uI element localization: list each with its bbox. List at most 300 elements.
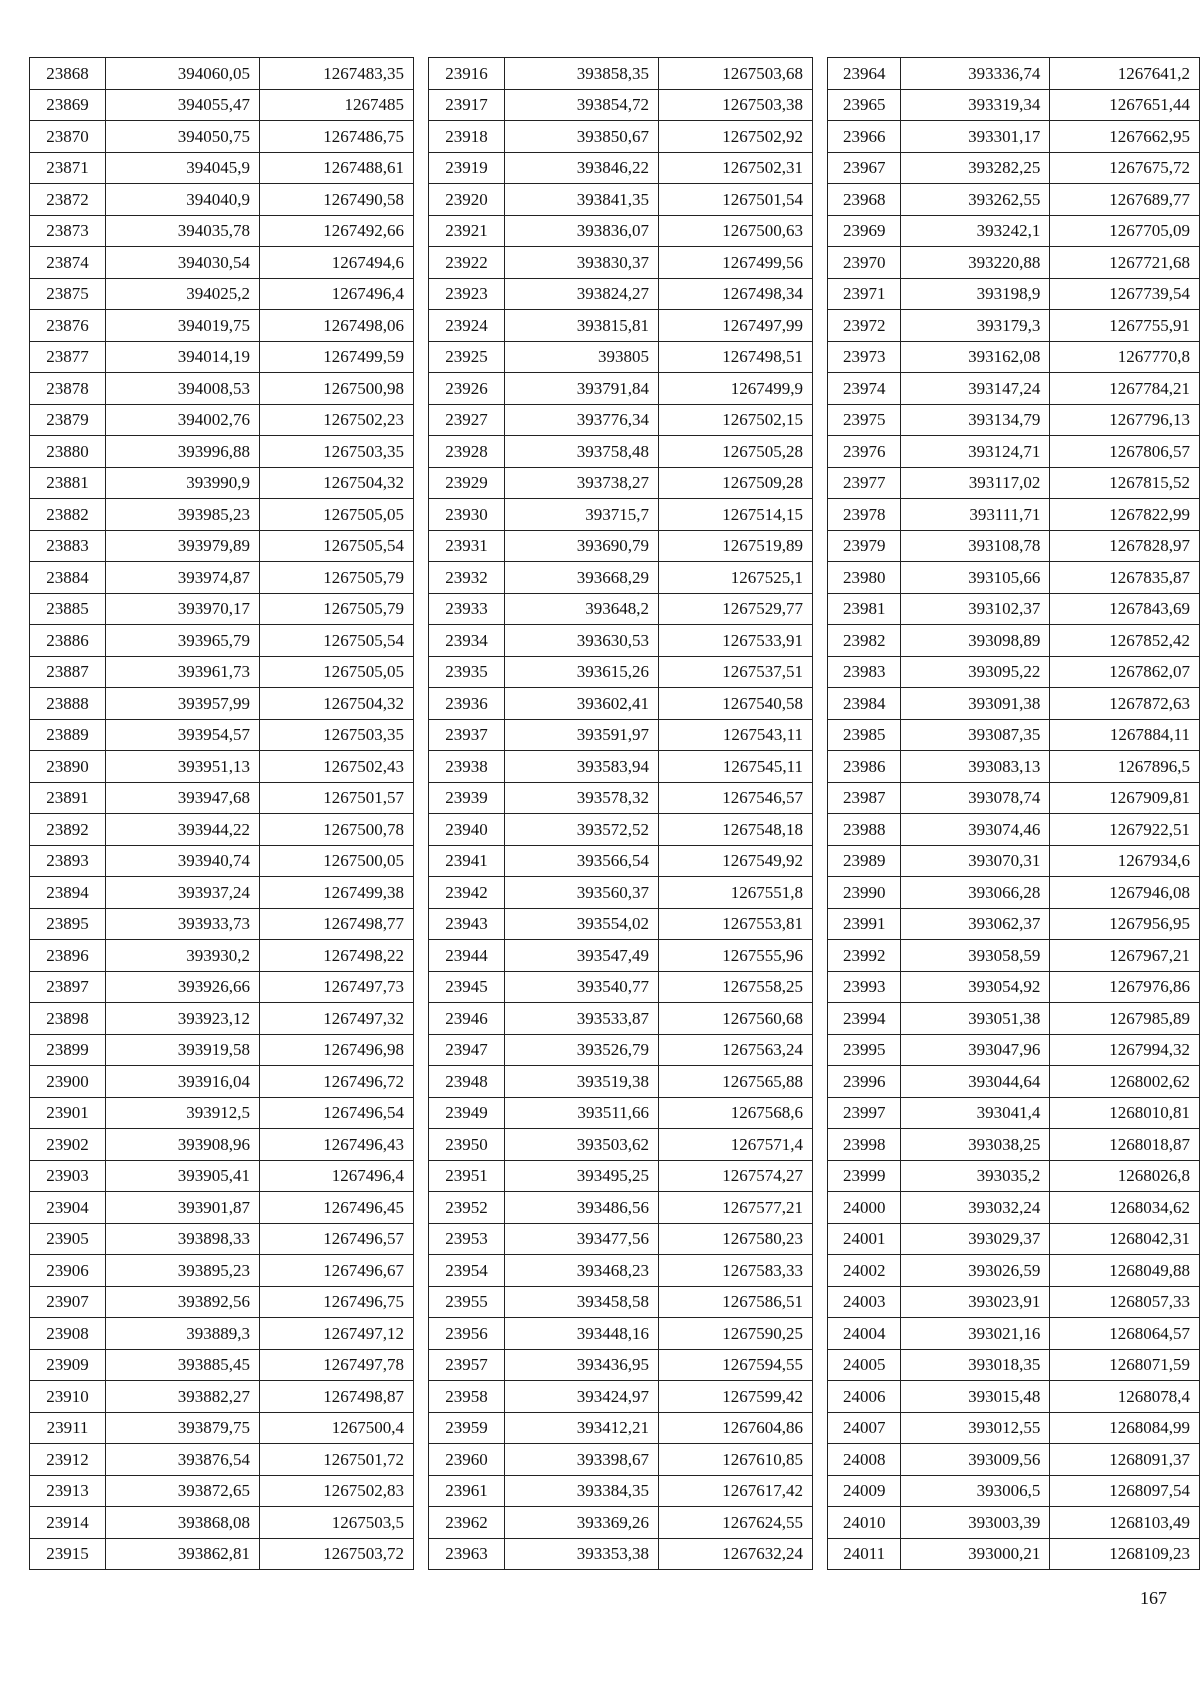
table-row <box>828 1192 1200 1224</box>
y-coordinate-cell: 1267504,32 <box>260 688 414 720</box>
point-id-cell: 23871 <box>30 152 106 184</box>
x-coordinate-cell: 393353,38 <box>505 1538 659 1570</box>
table-row <box>828 215 1200 247</box>
x-coordinate-cell: 393858,35 <box>505 58 659 90</box>
point-id-cell: 23949 <box>429 1097 505 1129</box>
table-row <box>30 499 414 531</box>
y-coordinate-cell: 1268034,62 <box>1050 1192 1200 1224</box>
point-id-cell: 23992 <box>828 940 901 972</box>
point-id-cell: 23962 <box>429 1507 505 1539</box>
table-row <box>30 562 414 594</box>
x-coordinate-cell: 393715,7 <box>505 499 659 531</box>
x-coordinate-cell: 393051,38 <box>901 1003 1050 1035</box>
table-row <box>828 877 1200 909</box>
point-id-cell: 23932 <box>429 562 505 594</box>
point-id-cell: 23995 <box>828 1034 901 1066</box>
table-row <box>30 89 414 121</box>
point-id-cell: 23954 <box>429 1255 505 1287</box>
y-coordinate-cell: 1268091,37 <box>1050 1444 1200 1476</box>
point-id-cell: 23969 <box>828 215 901 247</box>
table-row <box>429 593 813 625</box>
point-id-cell: 23956 <box>429 1318 505 1350</box>
y-coordinate-cell: 1267796,13 <box>1050 404 1200 436</box>
y-coordinate-cell: 1267498,34 <box>659 278 813 310</box>
table-row <box>828 1507 1200 1539</box>
point-id-cell: 23874 <box>30 247 106 279</box>
y-coordinate-cell: 1268026,8 <box>1050 1160 1200 1192</box>
y-coordinate-cell: 1267896,5 <box>1050 751 1200 783</box>
table-row <box>429 1223 813 1255</box>
point-id-cell: 23910 <box>30 1381 106 1413</box>
table-row <box>429 908 813 940</box>
point-id-cell: 24004 <box>828 1318 901 1350</box>
point-id-cell: 23952 <box>429 1192 505 1224</box>
table-row <box>30 782 414 814</box>
x-coordinate-cell: 393951,13 <box>106 751 260 783</box>
y-coordinate-cell: 1267499,9 <box>659 373 813 405</box>
x-coordinate-cell: 393384,35 <box>505 1475 659 1507</box>
point-id-cell: 23921 <box>429 215 505 247</box>
coordinate-table-2 <box>428 57 813 1570</box>
y-coordinate-cell: 1267624,55 <box>659 1507 813 1539</box>
point-id-cell: 23901 <box>30 1097 106 1129</box>
point-id-cell: 23870 <box>30 121 106 153</box>
y-coordinate-cell: 1267835,87 <box>1050 562 1200 594</box>
table-row <box>30 1066 414 1098</box>
table-row <box>828 499 1200 531</box>
x-coordinate-cell: 394008,53 <box>106 373 260 405</box>
x-coordinate-cell: 393566,54 <box>505 845 659 877</box>
point-id-cell: 23915 <box>30 1538 106 1570</box>
x-coordinate-cell: 393511,66 <box>505 1097 659 1129</box>
y-coordinate-cell: 1268002,62 <box>1050 1066 1200 1098</box>
point-id-cell: 23957 <box>429 1349 505 1381</box>
point-id-cell: 23929 <box>429 467 505 499</box>
y-coordinate-cell: 1267563,24 <box>659 1034 813 1066</box>
point-id-cell: 24007 <box>828 1412 901 1444</box>
table-row <box>30 1444 414 1476</box>
point-id-cell: 23970 <box>828 247 901 279</box>
point-id-cell: 23979 <box>828 530 901 562</box>
y-coordinate-cell: 1267583,33 <box>659 1255 813 1287</box>
point-id-cell: 23987 <box>828 782 901 814</box>
point-id-cell: 23890 <box>30 751 106 783</box>
table-row <box>30 1538 414 1570</box>
x-coordinate-cell: 393041,4 <box>901 1097 1050 1129</box>
x-coordinate-cell: 393815,81 <box>505 310 659 342</box>
x-coordinate-cell: 393824,27 <box>505 278 659 310</box>
table-row <box>429 121 813 153</box>
x-coordinate-cell: 393841,35 <box>505 184 659 216</box>
point-id-cell: 23875 <box>30 278 106 310</box>
table-row <box>30 656 414 688</box>
x-coordinate-cell: 394060,05 <box>106 58 260 90</box>
table-row <box>429 782 813 814</box>
table-row <box>30 593 414 625</box>
x-coordinate-cell: 393930,2 <box>106 940 260 972</box>
table-row <box>429 1066 813 1098</box>
y-coordinate-cell: 1267529,77 <box>659 593 813 625</box>
x-coordinate-cell: 393448,16 <box>505 1318 659 1350</box>
point-id-cell: 23966 <box>828 121 901 153</box>
point-id-cell: 23922 <box>429 247 505 279</box>
x-coordinate-cell: 393854,72 <box>505 89 659 121</box>
table-row <box>30 1255 414 1287</box>
point-id-cell: 24000 <box>828 1192 901 1224</box>
table-row <box>30 184 414 216</box>
table-row <box>429 688 813 720</box>
point-id-cell: 23906 <box>30 1255 106 1287</box>
point-id-cell: 23920 <box>429 184 505 216</box>
table-row <box>828 1286 1200 1318</box>
table-row <box>429 373 813 405</box>
table-row <box>30 971 414 1003</box>
point-id-cell: 23938 <box>429 751 505 783</box>
table-row <box>429 845 813 877</box>
x-coordinate-cell: 393074,46 <box>901 814 1050 846</box>
y-coordinate-cell: 1267505,79 <box>260 562 414 594</box>
y-coordinate-cell: 1267946,08 <box>1050 877 1200 909</box>
point-id-cell: 23948 <box>429 1066 505 1098</box>
x-coordinate-cell: 393078,74 <box>901 782 1050 814</box>
point-id-cell: 23983 <box>828 656 901 688</box>
point-id-cell: 23907 <box>30 1286 106 1318</box>
x-coordinate-cell: 393468,23 <box>505 1255 659 1287</box>
x-coordinate-cell: 393933,73 <box>106 908 260 940</box>
y-coordinate-cell: 1267496,54 <box>260 1097 414 1129</box>
point-id-cell: 23917 <box>429 89 505 121</box>
x-coordinate-cell: 393895,23 <box>106 1255 260 1287</box>
y-coordinate-cell: 1268018,87 <box>1050 1129 1200 1161</box>
point-id-cell: 23930 <box>429 499 505 531</box>
x-coordinate-cell: 393979,89 <box>106 530 260 562</box>
x-coordinate-cell: 393108,78 <box>901 530 1050 562</box>
y-coordinate-cell: 1267610,85 <box>659 1444 813 1476</box>
table-row <box>429 1192 813 1224</box>
table-row <box>429 719 813 751</box>
x-coordinate-cell: 393615,26 <box>505 656 659 688</box>
point-id-cell: 23882 <box>30 499 106 531</box>
table-row <box>429 341 813 373</box>
x-coordinate-cell: 393926,66 <box>106 971 260 1003</box>
y-coordinate-cell: 1268071,59 <box>1050 1349 1200 1381</box>
point-id-cell: 23981 <box>828 593 901 625</box>
x-coordinate-cell: 393668,29 <box>505 562 659 594</box>
x-coordinate-cell: 393105,66 <box>901 562 1050 594</box>
point-id-cell: 23898 <box>30 1003 106 1035</box>
x-coordinate-cell: 393937,24 <box>106 877 260 909</box>
y-coordinate-cell: 1267496,4 <box>260 278 414 310</box>
x-coordinate-cell: 393583,94 <box>505 751 659 783</box>
x-coordinate-cell: 393916,04 <box>106 1066 260 1098</box>
point-id-cell: 23937 <box>429 719 505 751</box>
table-row <box>429 215 813 247</box>
x-coordinate-cell: 393961,73 <box>106 656 260 688</box>
x-coordinate-cell: 393905,41 <box>106 1160 260 1192</box>
table-row <box>828 1318 1200 1350</box>
point-id-cell: 23902 <box>30 1129 106 1161</box>
x-coordinate-cell: 394019,75 <box>106 310 260 342</box>
y-coordinate-cell: 1267574,27 <box>659 1160 813 1192</box>
table-row <box>828 1444 1200 1476</box>
table-row <box>429 1034 813 1066</box>
y-coordinate-cell: 1267505,05 <box>260 499 414 531</box>
y-coordinate-cell: 1267496,98 <box>260 1034 414 1066</box>
point-id-cell: 23886 <box>30 625 106 657</box>
y-coordinate-cell: 1267560,68 <box>659 1003 813 1035</box>
point-id-cell: 23869 <box>30 89 106 121</box>
table-row <box>828 1223 1200 1255</box>
y-coordinate-cell: 1267568,6 <box>659 1097 813 1129</box>
point-id-cell: 23919 <box>429 152 505 184</box>
y-coordinate-cell: 1267872,63 <box>1050 688 1200 720</box>
x-coordinate-cell: 393526,79 <box>505 1034 659 1066</box>
y-coordinate-cell: 1267486,75 <box>260 121 414 153</box>
table-row <box>30 1349 414 1381</box>
point-id-cell: 23908 <box>30 1318 106 1350</box>
point-id-cell: 23927 <box>429 404 505 436</box>
table-row <box>828 341 1200 373</box>
x-coordinate-cell: 393533,87 <box>505 1003 659 1035</box>
y-coordinate-cell: 1268097,54 <box>1050 1475 1200 1507</box>
table-row <box>30 152 414 184</box>
x-coordinate-cell: 394025,2 <box>106 278 260 310</box>
y-coordinate-cell: 1267617,42 <box>659 1475 813 1507</box>
x-coordinate-cell: 393919,58 <box>106 1034 260 1066</box>
x-coordinate-cell: 393898,33 <box>106 1223 260 1255</box>
x-coordinate-cell: 393398,67 <box>505 1444 659 1476</box>
x-coordinate-cell: 393954,57 <box>106 719 260 751</box>
y-coordinate-cell: 1267549,92 <box>659 845 813 877</box>
y-coordinate-cell: 1267822,99 <box>1050 499 1200 531</box>
point-id-cell: 23986 <box>828 751 901 783</box>
y-coordinate-cell: 1267514,15 <box>659 499 813 531</box>
x-coordinate-cell: 393868,08 <box>106 1507 260 1539</box>
y-coordinate-cell: 1268078,4 <box>1050 1381 1200 1413</box>
y-coordinate-cell: 1267505,79 <box>260 593 414 625</box>
x-coordinate-cell: 393087,35 <box>901 719 1050 751</box>
table-row <box>30 688 414 720</box>
table-row <box>828 247 1200 279</box>
x-coordinate-cell: 393000,21 <box>901 1538 1050 1570</box>
point-id-cell: 23877 <box>30 341 106 373</box>
point-id-cell: 23963 <box>429 1538 505 1570</box>
table-row <box>429 247 813 279</box>
point-id-cell: 23997 <box>828 1097 901 1129</box>
table-row <box>429 940 813 972</box>
point-id-cell: 23951 <box>429 1160 505 1192</box>
point-id-cell: 24008 <box>828 1444 901 1476</box>
point-id-cell: 23953 <box>429 1223 505 1255</box>
y-coordinate-cell: 1267497,73 <box>260 971 414 1003</box>
x-coordinate-cell: 393032,24 <box>901 1192 1050 1224</box>
point-id-cell: 23961 <box>429 1475 505 1507</box>
point-id-cell: 23984 <box>828 688 901 720</box>
point-id-cell: 23955 <box>429 1286 505 1318</box>
point-id-cell: 23980 <box>828 562 901 594</box>
x-coordinate-cell: 393791,84 <box>505 373 659 405</box>
y-coordinate-cell: 1267503,5 <box>260 1507 414 1539</box>
x-coordinate-cell: 393830,37 <box>505 247 659 279</box>
table-row <box>828 58 1200 90</box>
x-coordinate-cell: 393198,9 <box>901 278 1050 310</box>
point-id-cell: 24006 <box>828 1381 901 1413</box>
x-coordinate-cell: 394035,78 <box>106 215 260 247</box>
x-coordinate-cell: 393990,9 <box>106 467 260 499</box>
y-coordinate-cell: 1267492,66 <box>260 215 414 247</box>
table-row <box>30 814 414 846</box>
page-number: 167 <box>1140 1588 1167 1608</box>
x-coordinate-cell: 393486,56 <box>505 1192 659 1224</box>
x-coordinate-cell: 393996,88 <box>106 436 260 468</box>
y-coordinate-cell: 1267504,32 <box>260 467 414 499</box>
y-coordinate-cell: 1267509,28 <box>659 467 813 499</box>
x-coordinate-cell: 393879,75 <box>106 1412 260 1444</box>
table-row <box>429 58 813 90</box>
y-coordinate-cell: 1267976,86 <box>1050 971 1200 1003</box>
table-row <box>30 1129 414 1161</box>
x-coordinate-cell: 393630,53 <box>505 625 659 657</box>
x-coordinate-cell: 393947,68 <box>106 782 260 814</box>
point-id-cell: 23950 <box>429 1129 505 1161</box>
table-row <box>828 940 1200 972</box>
table-row <box>30 1412 414 1444</box>
table-row <box>429 89 813 121</box>
y-coordinate-cell: 1267499,56 <box>659 247 813 279</box>
point-id-cell: 23892 <box>30 814 106 846</box>
table-row <box>429 814 813 846</box>
x-coordinate-cell: 393923,12 <box>106 1003 260 1035</box>
x-coordinate-cell: 393066,28 <box>901 877 1050 909</box>
point-id-cell: 23973 <box>828 341 901 373</box>
point-id-cell: 23942 <box>429 877 505 909</box>
y-coordinate-cell: 1267967,21 <box>1050 940 1200 972</box>
point-id-cell: 23903 <box>30 1160 106 1192</box>
y-coordinate-cell: 1268010,81 <box>1050 1097 1200 1129</box>
x-coordinate-cell: 393111,71 <box>901 499 1050 531</box>
table-row <box>429 1003 813 1035</box>
x-coordinate-cell: 393882,27 <box>106 1381 260 1413</box>
y-coordinate-cell: 1267580,23 <box>659 1223 813 1255</box>
point-id-cell: 23904 <box>30 1192 106 1224</box>
table-row <box>828 782 1200 814</box>
point-id-cell: 23967 <box>828 152 901 184</box>
point-id-cell: 24001 <box>828 1223 901 1255</box>
table-row <box>828 1255 1200 1287</box>
x-coordinate-cell: 394030,54 <box>106 247 260 279</box>
x-coordinate-cell: 393495,25 <box>505 1160 659 1192</box>
x-coordinate-cell: 393591,97 <box>505 719 659 751</box>
y-coordinate-cell: 1267632,24 <box>659 1538 813 1570</box>
y-coordinate-cell: 1267571,4 <box>659 1129 813 1161</box>
table-row <box>429 625 813 657</box>
x-coordinate-cell: 393892,56 <box>106 1286 260 1318</box>
point-id-cell: 23999 <box>828 1160 901 1192</box>
point-id-cell: 23885 <box>30 593 106 625</box>
y-coordinate-cell: 1267502,83 <box>260 1475 414 1507</box>
point-id-cell: 23994 <box>828 1003 901 1035</box>
point-id-cell: 23926 <box>429 373 505 405</box>
y-coordinate-cell: 1267499,38 <box>260 877 414 909</box>
x-coordinate-cell: 393336,74 <box>901 58 1050 90</box>
y-coordinate-cell: 1267705,09 <box>1050 215 1200 247</box>
y-coordinate-cell: 1267503,68 <box>659 58 813 90</box>
x-coordinate-cell: 393985,23 <box>106 499 260 531</box>
table-row <box>828 373 1200 405</box>
point-id-cell: 23965 <box>828 89 901 121</box>
x-coordinate-cell: 393758,48 <box>505 436 659 468</box>
table-row <box>429 152 813 184</box>
point-id-cell: 23888 <box>30 688 106 720</box>
table-row <box>30 310 414 342</box>
table-row <box>30 530 414 562</box>
y-coordinate-cell: 1267497,12 <box>260 1318 414 1350</box>
x-coordinate-cell: 393220,88 <box>901 247 1050 279</box>
x-coordinate-cell: 393690,79 <box>505 530 659 562</box>
x-coordinate-cell: 394045,9 <box>106 152 260 184</box>
x-coordinate-cell: 393519,38 <box>505 1066 659 1098</box>
y-coordinate-cell: 1268084,99 <box>1050 1412 1200 1444</box>
point-id-cell: 23876 <box>30 310 106 342</box>
table-row <box>828 152 1200 184</box>
x-coordinate-cell: 393412,21 <box>505 1412 659 1444</box>
table-row <box>828 184 1200 216</box>
y-coordinate-cell: 1267501,57 <box>260 782 414 814</box>
y-coordinate-cell: 1267558,25 <box>659 971 813 1003</box>
table-row <box>828 89 1200 121</box>
y-coordinate-cell: 1267553,81 <box>659 908 813 940</box>
y-coordinate-cell: 1267502,92 <box>659 121 813 153</box>
y-coordinate-cell: 1267505,54 <box>260 625 414 657</box>
y-coordinate-cell: 1267533,91 <box>659 625 813 657</box>
y-coordinate-cell: 1267500,4 <box>260 1412 414 1444</box>
point-id-cell: 24005 <box>828 1349 901 1381</box>
x-coordinate-cell: 393970,17 <box>106 593 260 625</box>
y-coordinate-cell: 1267815,52 <box>1050 467 1200 499</box>
y-coordinate-cell: 1267784,21 <box>1050 373 1200 405</box>
point-id-cell: 23928 <box>429 436 505 468</box>
y-coordinate-cell: 1267500,05 <box>260 845 414 877</box>
x-coordinate-cell: 393098,89 <box>901 625 1050 657</box>
table-row <box>828 467 1200 499</box>
table-row <box>828 562 1200 594</box>
x-coordinate-cell: 394014,19 <box>106 341 260 373</box>
x-coordinate-cell: 393547,49 <box>505 940 659 972</box>
y-coordinate-cell: 1267503,72 <box>260 1538 414 1570</box>
x-coordinate-cell: 393301,17 <box>901 121 1050 153</box>
x-coordinate-cell: 393602,41 <box>505 688 659 720</box>
y-coordinate-cell: 1267498,87 <box>260 1381 414 1413</box>
x-coordinate-cell: 393102,37 <box>901 593 1050 625</box>
point-id-cell: 23883 <box>30 530 106 562</box>
y-coordinate-cell: 1267675,72 <box>1050 152 1200 184</box>
point-id-cell: 24009 <box>828 1475 901 1507</box>
y-coordinate-cell: 1267501,54 <box>659 184 813 216</box>
table-row <box>828 1003 1200 1035</box>
point-id-cell: 23988 <box>828 814 901 846</box>
point-id-cell: 23944 <box>429 940 505 972</box>
x-coordinate-cell: 393015,48 <box>901 1381 1050 1413</box>
point-id-cell: 23914 <box>30 1507 106 1539</box>
x-coordinate-cell: 393162,08 <box>901 341 1050 373</box>
y-coordinate-cell: 1267586,51 <box>659 1286 813 1318</box>
y-coordinate-cell: 1268042,31 <box>1050 1223 1200 1255</box>
coordinate-table-3 <box>827 57 1200 1570</box>
x-coordinate-cell: 393872,65 <box>106 1475 260 1507</box>
x-coordinate-cell: 393876,54 <box>106 1444 260 1476</box>
table-row <box>828 436 1200 468</box>
y-coordinate-cell: 1268049,88 <box>1050 1255 1200 1287</box>
